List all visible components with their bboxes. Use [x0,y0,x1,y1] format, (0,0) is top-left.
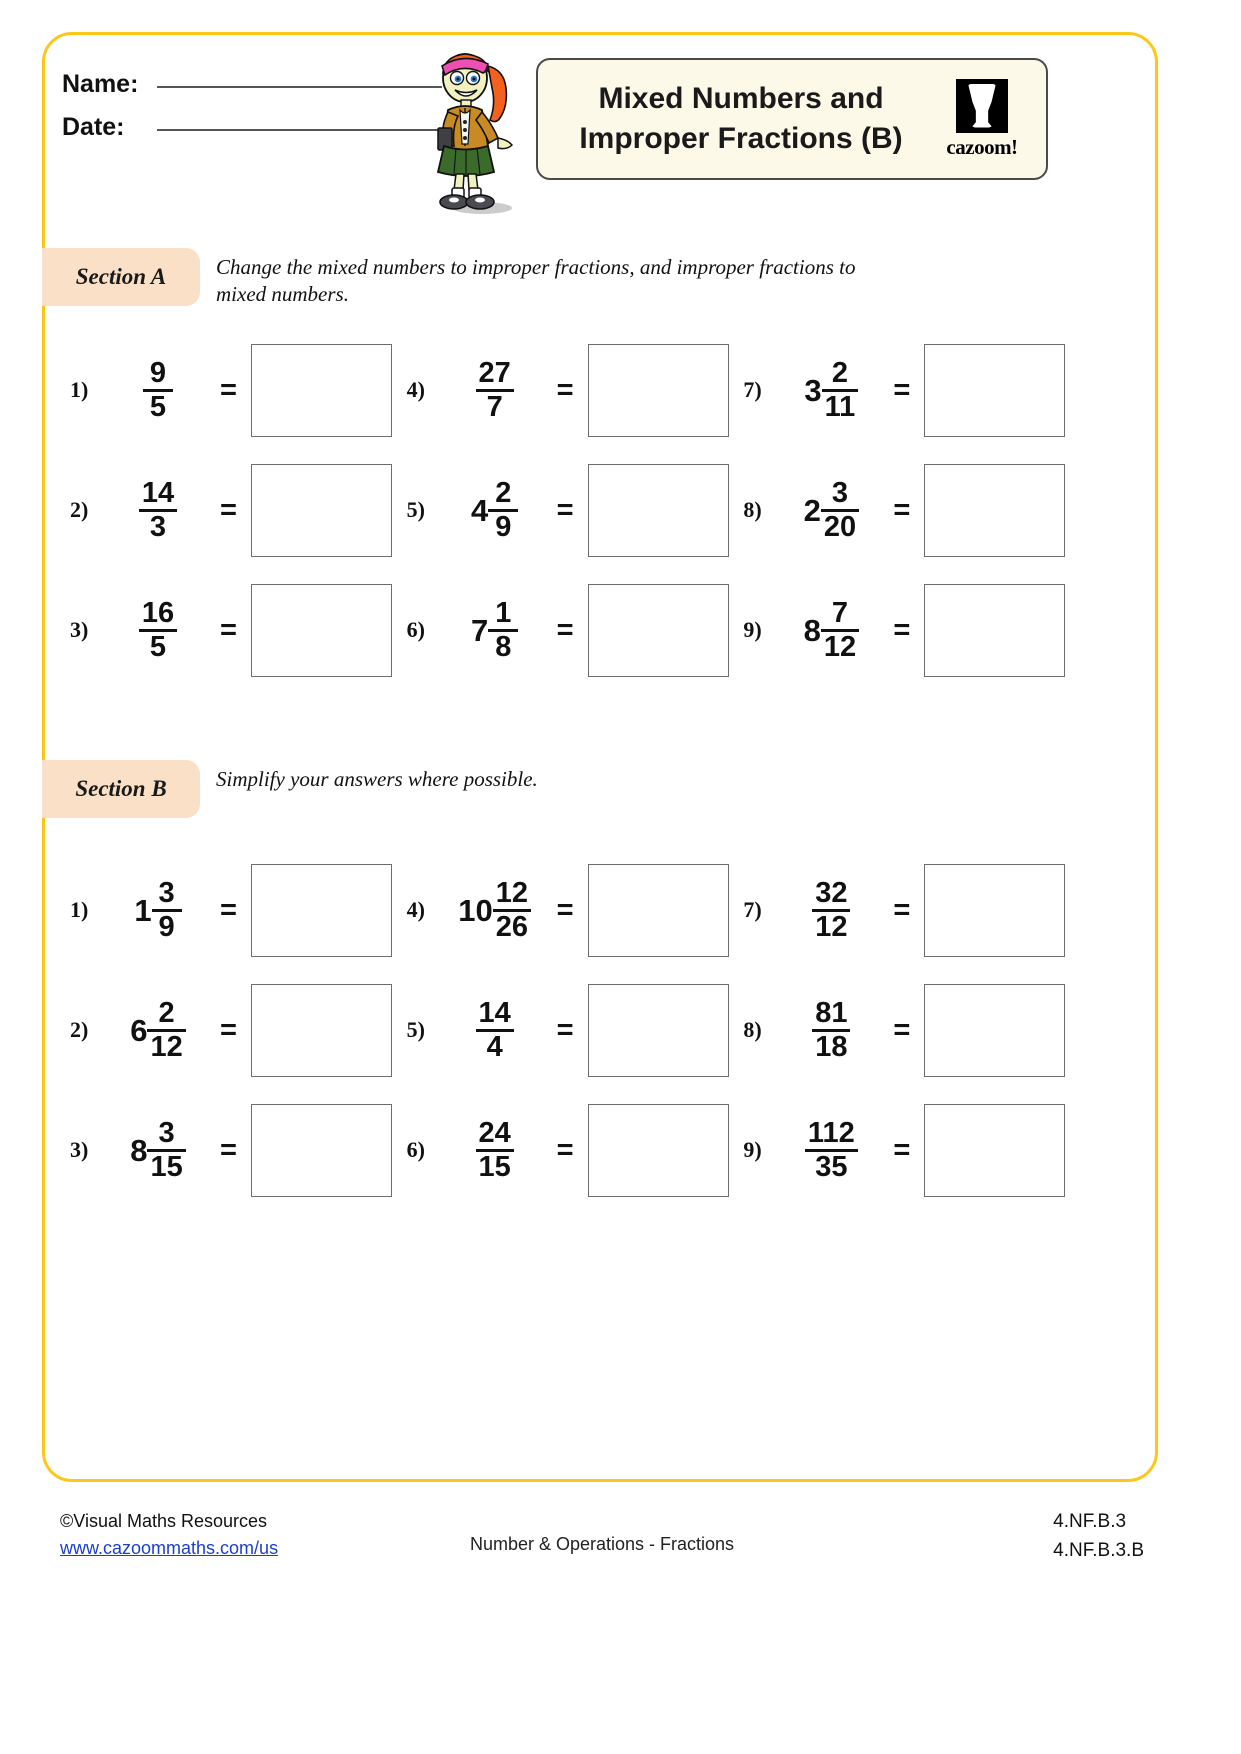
question-expression [449,878,541,943]
date-row [62,113,442,142]
answer-box[interactable] [924,1104,1065,1197]
fraction [476,358,514,423]
student-info-block [62,70,442,156]
question-number: 5) [406,497,425,522]
whole-number-part: 8 [130,1132,148,1168]
whole-number-part: 3 [804,372,822,408]
fraction-numerator: 2 [495,476,512,509]
fraction-denominator: 3 [149,510,167,543]
question-expression [785,1118,877,1183]
question-item [70,330,407,450]
fraction-numerator: 14 [141,476,175,509]
answer-box[interactable] [251,984,392,1077]
fraction-numerator: 1 [495,596,512,629]
fraction [812,878,850,943]
fraction [805,1118,858,1183]
fraction-denominator: 20 [823,510,857,543]
equals-sign: = [220,1133,237,1166]
fraction-denominator: 11 [824,390,856,423]
worksheet-footer [42,1508,1162,1578]
fraction-numerator: 3 [831,476,849,509]
answer-box[interactable] [924,864,1065,957]
fraction [476,1118,514,1183]
question-item [407,1090,744,1210]
section-b-questions [70,850,1080,1210]
question-item [743,970,1080,1090]
cazoom-logo-wordmark: cazoom! [946,134,1018,159]
fraction [488,598,518,663]
question-number: 2) [70,1017,89,1042]
question-number: 2) [70,497,89,522]
date-label: Date: [62,113,125,141]
whole-number-part: 1 [134,892,152,928]
answer-box[interactable] [251,344,392,437]
equals-sign: = [893,1013,911,1046]
question-item [407,330,744,450]
question-item [743,850,1080,970]
answer-box[interactable] [924,984,1065,1077]
section-a-questions [70,330,1080,690]
question-item [743,330,1080,450]
answer-box[interactable] [251,1104,392,1197]
section-b-header [42,760,1042,818]
question-number: 3) [70,1137,89,1162]
standard-primary: 4.NF.B.3 [1053,1511,1127,1532]
fraction-denominator: 5 [149,630,167,663]
equals-sign: = [556,1013,574,1046]
answer-box[interactable] [924,344,1065,437]
whole-number-part: 4 [471,492,489,528]
name-input-line[interactable] [157,86,442,88]
fraction-numerator: 32 [815,876,848,909]
answer-box[interactable] [588,584,729,677]
answer-box[interactable] [924,464,1065,557]
fraction-numerator: 24 [478,1116,511,1149]
fraction-numerator: 2 [831,356,849,389]
fraction-denominator: 12 [815,910,848,943]
question-expression [112,478,204,543]
title-line-1: Mixed Numbers and [598,82,884,116]
footer-website-link[interactable]: www.cazoommaths.com/us [60,1538,279,1558]
equals-sign: = [556,613,574,646]
section-a-header [42,248,1042,308]
equals-sign: = [893,373,911,406]
question-item [70,450,407,570]
fraction-denominator: 8 [495,630,512,663]
whole-number-part: 7 [471,612,489,648]
question-item [407,450,744,570]
question-item [70,570,407,690]
fraction-denominator: 5 [149,390,167,423]
question-number: 9) [743,617,762,642]
question-number: 7) [743,897,762,922]
answer-box[interactable] [588,1104,729,1197]
question-number: 1) [70,897,89,922]
question-number: 8) [743,1017,762,1042]
fraction-numerator: 12 [495,876,529,909]
fraction-numerator: 16 [141,596,175,629]
fraction-denominator: 12 [150,1030,183,1063]
fraction-numerator: 2 [158,996,175,1029]
fraction-denominator: 18 [815,1030,848,1063]
fraction [143,358,173,423]
title-line-2: Improper Fractions (B) [579,122,903,155]
fraction-numerator: 9 [149,356,167,389]
answer-box[interactable] [588,464,729,557]
question-number: 1) [70,377,89,402]
fraction-denominator: 26 [495,910,529,943]
question-number: 8) [743,497,762,522]
fraction [488,478,518,543]
cazoom-cup-icon [956,79,1008,133]
question-expression [785,478,877,543]
fraction-denominator: 15 [478,1150,511,1183]
fraction-denominator: 7 [486,390,503,423]
fraction-numerator: 7 [831,596,849,629]
question-expression [112,998,204,1063]
footer-copyright: ©Visual Maths Resources [60,1511,268,1531]
question-expression [785,878,877,943]
fraction-denominator: 9 [158,910,175,943]
whole-number-part: 6 [130,1012,148,1048]
question-item [70,850,407,970]
fraction [152,878,182,943]
section-a-instruction: Change the mixed numbers to improper fractions, and improper fractions to mixed numbers. [216,255,856,306]
equals-sign: = [220,893,237,926]
question-expression [785,358,877,423]
fraction [476,998,514,1063]
question-expression [449,358,541,423]
standard-secondary: 4.NF.B.3.B [1053,1539,1144,1561]
equals-sign: = [556,493,574,526]
question-item [743,1090,1080,1210]
whole-number-part: 2 [803,492,821,528]
fraction-denominator: 4 [486,1030,503,1063]
whole-number-part: 8 [803,612,821,648]
equals-sign: = [220,613,237,646]
fraction [821,598,859,663]
question-number: 3) [70,617,89,642]
question-number: 7) [743,377,762,402]
question-number: 6) [406,617,425,642]
equals-sign: = [893,613,911,646]
answer-box[interactable] [251,864,392,957]
answer-box[interactable] [251,464,392,557]
answer-box[interactable] [588,984,729,1077]
question-expression [785,598,877,663]
answer-box[interactable] [588,864,729,957]
question-item [407,970,744,1090]
question-expression [449,598,541,663]
question-expression [785,998,877,1063]
question-number: 4) [406,377,425,402]
equals-sign: = [220,493,237,526]
question-number: 6) [406,1137,425,1162]
name-label: Name: [62,70,139,98]
answer-box[interactable] [924,584,1065,677]
fraction-numerator: 3 [158,1116,175,1149]
question-number: 9) [743,1137,762,1162]
section-b-instruction: Simplify your answers where possible. [216,767,538,791]
question-item [407,850,744,970]
question-number: 5) [406,1017,425,1042]
equals-sign: = [556,373,574,406]
cazoom-logo [930,79,1046,160]
question-expression [449,478,541,543]
fraction [812,998,850,1063]
footer-topic: Number & Operations - Fractions [469,1534,735,1554]
equals-sign: = [556,1133,574,1166]
fraction-denominator: 15 [150,1150,183,1183]
fraction [493,878,531,943]
fraction-numerator: 112 [807,1116,855,1149]
name-row [62,70,442,99]
fraction-numerator: 14 [478,996,511,1029]
student-mascot-illustration [420,42,530,217]
fraction [822,358,859,423]
equals-sign: = [893,1133,911,1166]
section-b-label: Section B [42,760,200,818]
whole-number-part: 10 [458,892,493,928]
worksheet-title-card [536,58,1048,180]
equals-sign: = [893,893,911,926]
fraction-numerator: 27 [478,356,511,389]
fraction-numerator: 3 [158,876,175,909]
fraction [147,998,185,1063]
fraction-denominator: 12 [823,630,857,663]
page-title [538,79,930,159]
fraction [139,598,177,663]
equals-sign: = [556,893,574,926]
question-expression [449,1118,541,1183]
question-expression [112,1118,204,1183]
fraction [821,478,859,543]
question-item [70,970,407,1090]
question-number: 4) [406,897,425,922]
answer-box[interactable] [588,344,729,437]
question-expression [112,598,204,663]
mascot-svg [420,42,530,217]
fraction [139,478,177,543]
answer-box[interactable] [251,584,392,677]
question-expression [449,998,541,1063]
question-item [70,1090,407,1210]
question-item [743,570,1080,690]
question-item [743,450,1080,570]
fraction-denominator: 9 [495,510,512,543]
footer-standards [1053,1508,1144,1565]
equals-sign: = [220,373,237,406]
date-input-line[interactable] [157,129,442,131]
fraction-denominator: 35 [815,1150,848,1183]
equals-sign: = [220,1013,237,1046]
question-expression [112,358,204,423]
section-a-label: Section A [42,248,200,306]
fraction-numerator: 81 [815,996,848,1029]
question-item [407,570,744,690]
question-expression [112,878,204,943]
equals-sign: = [893,493,911,526]
fraction [147,1118,185,1183]
